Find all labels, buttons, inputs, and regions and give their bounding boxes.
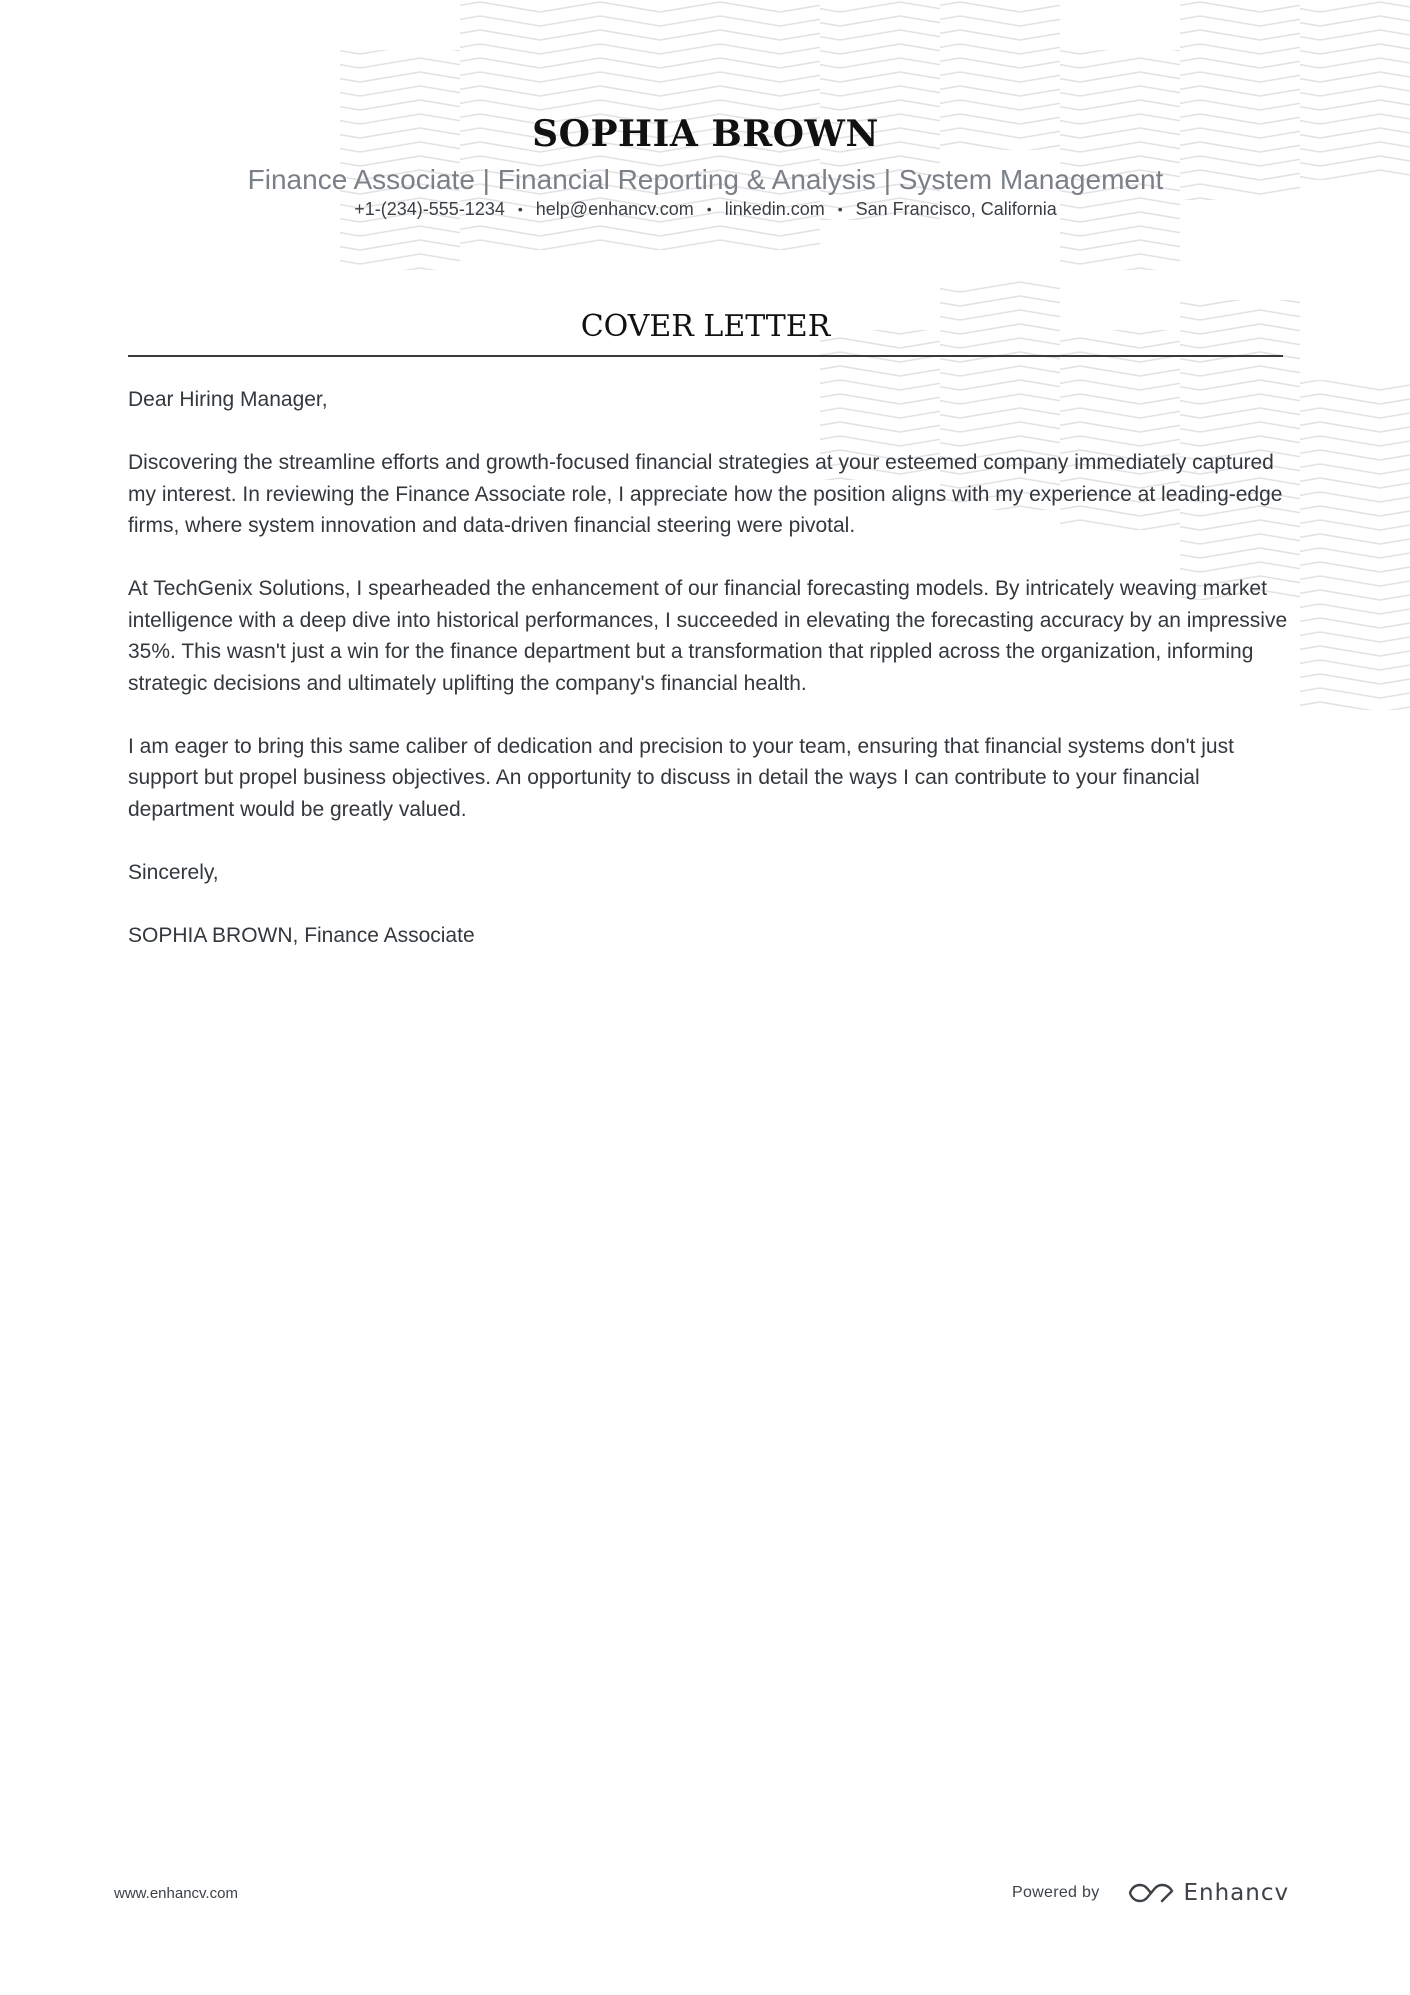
letter-body [128,384,1288,983]
contact-phone: +1-(234)-555-1234 [354,199,505,219]
contact-linkedin[interactable]: linkedin.com [724,199,825,219]
letter-closing: Sincerely, [128,860,219,884]
contact-separator: • [517,201,523,217]
candidate-tagline: Finance Associate | Financial Reporting & Analysis | System Management [247,164,1164,195]
footer-branding [1012,1878,1289,1908]
contact-email[interactable]: help@enhancv.com [535,199,694,219]
candidate-name: SOPHIA BROWN [532,113,879,155]
section-title: COVER LETTER [580,309,831,344]
letter-signature: SOPHIA BROWN, Finance Associate [128,923,475,947]
section-divider [128,355,1283,357]
letter-paragraph: I am eager to bring this same caliber of dedication and precision to your team, ensuring that financial systems don't just support but propel business objectives. An opportunity to discuss in detail the ways I can contribute to your financial department would be greatly valued. [128,734,1234,821]
contact-location: San Francisco, California [855,199,1057,219]
letter-paragraph: At TechGenix Solutions, I spearheaded the enhancement of our financial forecasting models. By intricately weaving market intelligence with a deep dive into historical performances, I succeeded in elevating the forecasting accuracy by an impressive 35%. This wasn't just a win for the finance department but a transformation that rippled across the organization, informing strategic decisions and ultimately uplifting the company's financial health. [128,577,1288,695]
contact-separator: • [706,201,712,217]
powered-by-label: Powered by [1012,1884,1100,1901]
letter-greeting: Dear Hiring Manager, [128,388,328,411]
contact-separator: • [837,201,843,217]
enhancv-logo-icon [1128,1881,1174,1905]
contact-line [128,196,1283,222]
letter-paragraph: Discovering the streamline efforts and growth-focused financial strategies at your esteemed company immediately captured my interest. In reviewing the Finance Associate role, I appreciate how the position aligns with my experience at leading-edge firms, where system innovation and data-driven financial steering were pivotal. [128,451,1283,537]
footer-website[interactable]: www.enhancv.com [114,1885,238,1902]
enhancv-brand-text: Enhancv [1183,1880,1290,1906]
